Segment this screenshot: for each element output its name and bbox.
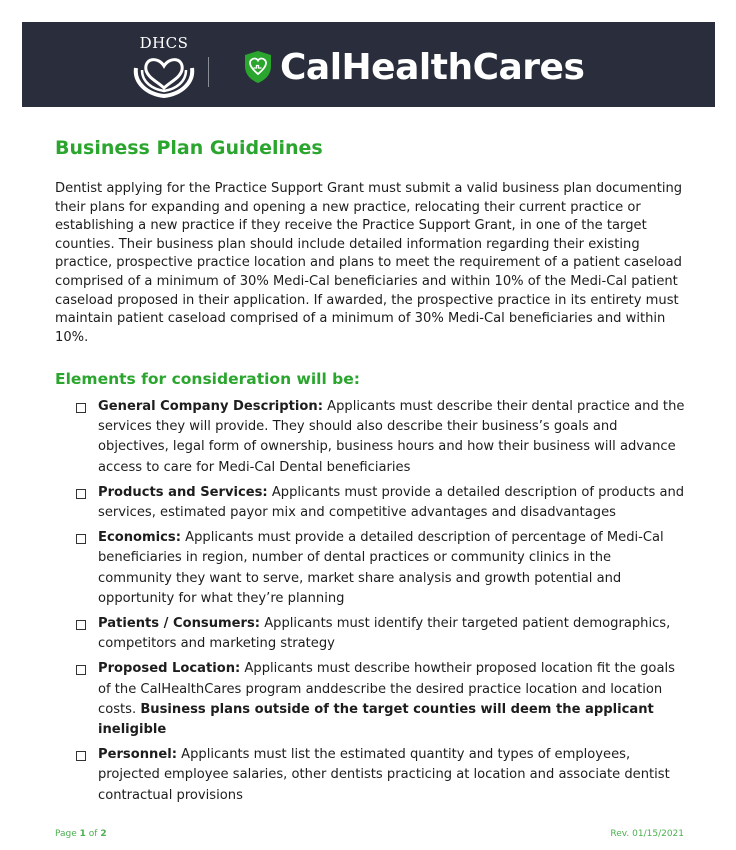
checkbox-icon xyxy=(76,534,86,544)
brand-name: CalHealthCares xyxy=(280,47,585,88)
checkbox-icon xyxy=(76,620,86,630)
page-current: 1 xyxy=(79,829,86,839)
page-number xyxy=(55,829,107,839)
logo-divider xyxy=(208,57,209,87)
item-text: Applicants must list the estimated quantity and types of employees, projected employee salaries, other dentists practicing at location and associate dentist contractual provisions xyxy=(98,747,670,803)
item-term: Economics: xyxy=(98,530,181,546)
item-text: Applicants must provide a detailed description of percentage of Medi-Cal beneficiaries in region, number of dental practices or community clinics in the community they want to serve, market share analysis and growth potential and opportunity for what they’re planning xyxy=(98,530,664,606)
checkbox-icon xyxy=(76,665,86,675)
checkbox-icon xyxy=(76,751,86,761)
hands-heart-icon xyxy=(132,52,196,98)
item-term: Products and Services: xyxy=(98,484,268,500)
list-item xyxy=(76,397,686,478)
item-emphasis: Business plans outside of the target counties will deem the applicant ineligible xyxy=(98,701,654,738)
dhcs-logo-text: DHCS xyxy=(139,34,189,52)
page-prefix: Page xyxy=(55,829,80,839)
page-title: Business Plan Guidelines xyxy=(55,137,323,159)
checkbox-icon xyxy=(76,489,86,499)
list-item xyxy=(76,483,686,523)
list-item xyxy=(76,614,686,654)
item-term: Personnel: xyxy=(98,747,177,763)
item-text: Applicants must provide a detailed description of products and services, estimated payor mix and competitive advantages and disadvantages xyxy=(98,484,685,521)
item-text: Applicants must describe howtheir proposed location fit the goals of the CalHealthCares program anddescribe the desired practice location and location costs. xyxy=(98,661,675,717)
page-of: of xyxy=(85,829,101,839)
item-term: General Company Description: xyxy=(98,399,323,414)
dhcs-logo xyxy=(126,34,202,98)
elements-list xyxy=(76,397,686,811)
intro-paragraph: Dentist applying for the Practice Support Grant must submit a valid business plan documenting their plans for expanding and opening a new practice, relocating their current practice or establishing a new practice if they receive the Practice Support Grant, in one of the target counties. Their business plan should include detailed information regarding their existing practice, prospective practice location and plans to meet the requirement of a patient caseload comprised of a minimum of 30% Medi-Cal beneficiaries and within 10% of the Medi-Cal patient caseload proposed in their application. If awarded, the prospective practice in its entirety must maintain patient caseload comprised of a minimum of 30% Medi-Cal beneficiaries and within 10%. xyxy=(55,181,683,345)
list-item xyxy=(76,528,686,609)
header-banner xyxy=(22,22,715,107)
page-total: 2 xyxy=(100,829,107,839)
item-term: Patients / Consumers: xyxy=(98,616,261,632)
revision-date: Rev. 01/15/2021 xyxy=(610,829,684,839)
checkbox-icon xyxy=(76,403,86,413)
item-text: Applicants must describe their dental practice and the services they will provide. They should also describe their business’s goals and objectives, legal form of ownership, business hours and how their business will advance access to care for Medi-Cal Dental beneficiaries xyxy=(98,399,685,475)
list-item xyxy=(76,745,686,806)
item-term: Proposed Location: xyxy=(98,661,241,677)
shield-heart-icon xyxy=(244,50,272,84)
item-text: Applicants must identify their targeted patient demographics, competitors and marketing strategy xyxy=(98,616,671,652)
elements-heading: Elements for consideration will be: xyxy=(55,370,360,388)
list-item xyxy=(76,659,686,740)
